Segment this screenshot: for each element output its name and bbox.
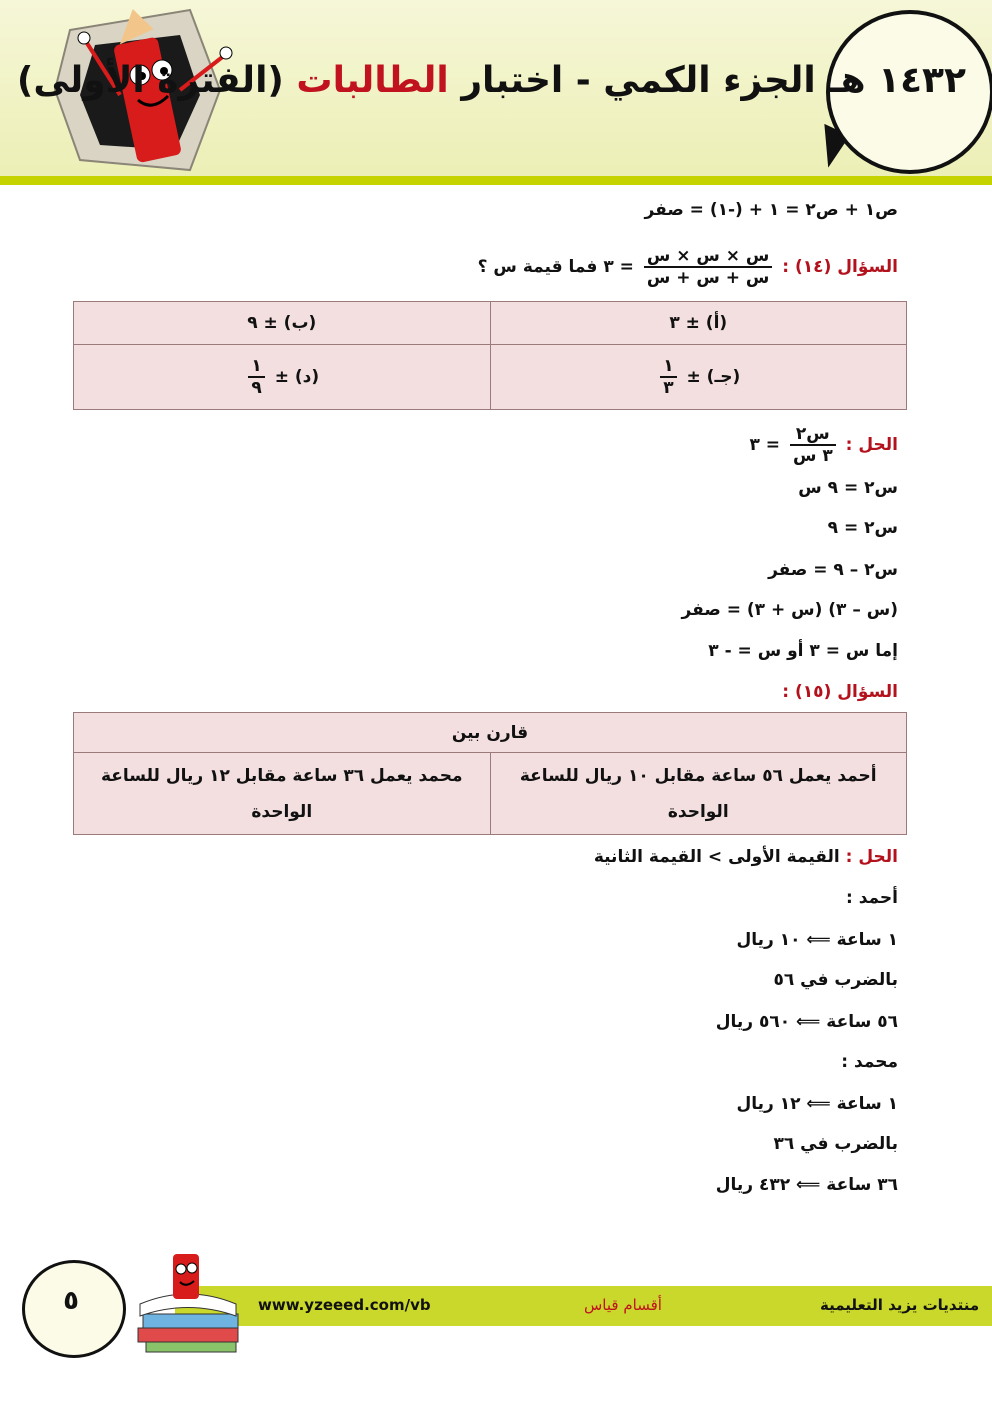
- mohammad-step: بالضرب في ٣٦: [773, 1134, 898, 1154]
- question-14-options-table: [73, 301, 907, 410]
- question-14-label: السؤال (١٤) :: [782, 257, 898, 277]
- solution-15-answer: القيمة الأولى > القيمة الثانية: [593, 847, 840, 867]
- solution-step: (س – ٣) (س + ٣) = صفر: [681, 600, 898, 620]
- footer-url-link[interactable]: www.yzeeed.com/vb: [258, 1296, 431, 1314]
- option-b: (ب) ± ٩: [74, 302, 491, 345]
- option-d: [74, 345, 491, 410]
- mohammad-step: ٣٦ ساعة ⟸ ٤٣٢ ريال: [715, 1175, 898, 1195]
- option-c-prefix: (جـ) ±: [686, 367, 741, 387]
- question-14-rest: = ٣ فما قيمة س ؟: [477, 257, 634, 277]
- fraction-numerator: ١: [248, 356, 264, 378]
- solution-14-fraction: [790, 424, 836, 466]
- fraction-numerator: ١: [660, 356, 676, 378]
- page-title: [17, 60, 966, 101]
- previous-solution-line: ص١ + ص٢ = ١ + (-١) = صفر: [644, 200, 898, 220]
- solution-14-line1: [749, 424, 898, 466]
- question-14: [478, 246, 898, 288]
- footer-section: أقسام قياس: [584, 1296, 662, 1314]
- solution-step: س٢ – ٩ = صفر: [768, 560, 898, 580]
- ahmad-step: ١ ساعة ⟸ ١٠ ريال: [736, 930, 898, 950]
- fraction-denominator: ٣ س: [792, 446, 833, 466]
- footer-forum-name: منتديات يزيد التعليمية: [820, 1296, 980, 1314]
- option-a: (أ) ± ٣: [490, 302, 907, 345]
- solution-step: س٢ = ٩: [827, 518, 898, 538]
- fraction-denominator: ٩: [251, 378, 262, 398]
- fraction-numerator: س٢: [790, 424, 836, 446]
- title-year: ١٤٣٢ هـ: [828, 60, 966, 101]
- question-14-fraction: [644, 246, 773, 288]
- option-d-fraction: [248, 356, 264, 398]
- solution-step: س٢ = ٩ س: [798, 478, 898, 498]
- ahmad-step: بالضرب في ٥٦: [773, 970, 898, 990]
- mohammad-step: ١ ساعة ⟸ ١٢ ريال: [736, 1094, 898, 1114]
- solution-step: إما س = ٣ أو س = - ٣: [708, 641, 898, 661]
- ahmad-step: ٥٦ ساعة ⟸ ٥٦٠ ريال: [715, 1012, 898, 1032]
- compare-header: قارن بين: [74, 713, 907, 753]
- solution-15-line: [594, 847, 898, 867]
- solution-15-label: الحل :: [845, 847, 898, 867]
- page-header: [0, 0, 992, 186]
- page-footer: [0, 1240, 992, 1403]
- solution-14-label: الحل :: [845, 435, 898, 455]
- fraction-denominator: س + س + س: [646, 268, 770, 288]
- question-15-label: السؤال (١٥) :: [782, 682, 898, 702]
- books-mascot-icon: [128, 1244, 248, 1354]
- question-15-compare-table: [73, 712, 907, 835]
- fraction-numerator: س × س × س: [644, 246, 773, 268]
- option-c-fraction: [660, 356, 676, 398]
- ahmad-label: أحمد :: [845, 888, 898, 908]
- title-highlight: الطالبات: [296, 60, 449, 101]
- title-part2: (الفترة الأولى): [16, 60, 284, 101]
- option-c: [490, 345, 907, 410]
- fraction-denominator: ٣: [663, 378, 674, 398]
- compare-column-ahmad: أحمد يعمل ٥٦ ساعة مقابل ١٠ ريال للساعة الواحدة: [490, 753, 907, 835]
- mohammad-label: محمد :: [841, 1052, 898, 1072]
- title-part1: الجزء الكمي - اختبار: [461, 60, 816, 101]
- page-number: ٥: [63, 1286, 79, 1316]
- option-d-prefix: (د) ±: [274, 367, 320, 387]
- compare-column-mohammad: محمد يعمل ٣٦ ساعة مقابل ١٢ ريال للساعة الواحدة: [74, 753, 491, 835]
- solution-14-eq-rest: = ٣: [749, 435, 781, 455]
